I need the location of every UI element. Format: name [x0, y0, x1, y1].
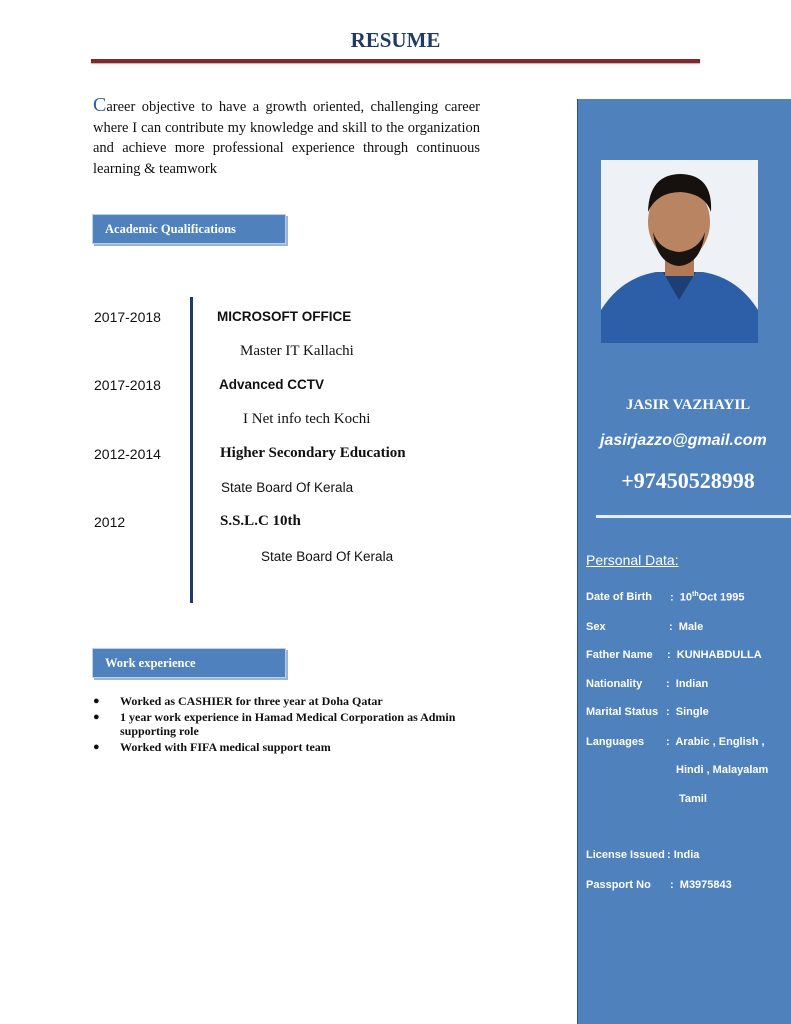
academic-year: 2017-2018	[94, 377, 161, 393]
profile-name: JASIR VAZHAYIL	[625, 397, 751, 413]
dob-suffix: th	[692, 591, 699, 598]
sex-value: : Male	[669, 621, 704, 633]
nationality-value: : Indian	[666, 678, 709, 690]
sidebar-divider	[596, 515, 791, 518]
academic-year: 2012-2014	[94, 446, 161, 462]
personal-data-heading: Personal Data:	[586, 552, 679, 568]
list-item: ● 1 year work experience in Hamad Medical Corporation as Admin supporting role	[93, 710, 493, 738]
list-item: ● Worked with FIFA medical support team	[93, 740, 493, 754]
academic-course: S.S.L.C 10th	[220, 513, 301, 529]
list-item: ● Worked as CASHIER for three year at Doha Qatar	[93, 694, 493, 708]
marital-status-text: Single	[675, 706, 709, 718]
work-experience-heading: Work experience	[92, 648, 286, 678]
marital-status-value: : Single	[666, 706, 709, 718]
objective-drop-cap: C	[93, 94, 107, 116]
academic-year: 2012	[94, 514, 126, 530]
passport-label: Passport No	[586, 879, 651, 891]
profile-email: jasirjazzo@gmail.com	[600, 432, 767, 449]
sex-label: Sex	[586, 621, 606, 633]
father-name-value: : KUNHABDULLA	[667, 649, 762, 661]
academic-course: MICROSOFT OFFICE	[217, 309, 352, 324]
academic-year: 2017-2018	[94, 309, 161, 325]
father-name-text: KUNHABDULLA	[676, 649, 762, 661]
academic-institution: I Net info tech Kochi	[243, 411, 371, 427]
nationality-text: Indian	[675, 678, 709, 690]
objective-text: areer objective to have a growth oriented, challenging career where I can contribute my knowledge and skill to the organization and achieve more professional experience through continuous learning & teamwork	[93, 99, 480, 177]
sex-text: Male	[678, 621, 704, 633]
nationality-label: Nationality	[586, 678, 643, 690]
marital-status-label: Marital Status	[586, 706, 659, 718]
profile-phone: +97450528998	[621, 468, 755, 493]
license-label: License Issued	[586, 849, 665, 861]
profile-photo	[601, 160, 758, 343]
work-experience-list	[93, 694, 493, 756]
timeline-bar	[190, 297, 193, 603]
academic-institution: Master IT Kallachi	[240, 343, 354, 359]
academic-institution: State Board Of Kerala	[261, 549, 394, 564]
title-divider	[91, 59, 700, 63]
dob-label: Date of Birth	[586, 591, 652, 603]
languages-value: : Arabic , English ,	[666, 736, 765, 748]
academic-course: Advanced CCTV	[219, 377, 325, 392]
portrait-icon	[601, 160, 758, 343]
license-value: : India	[667, 849, 700, 861]
languages-line-3: Tamil	[679, 793, 707, 805]
academic-course: Higher Secondary Education	[220, 445, 406, 461]
passport-text: M3975843	[679, 879, 732, 891]
passport-value: : M3975843	[670, 879, 732, 891]
resume-title: RESUME	[350, 28, 441, 52]
dob-rest: Oct 1995	[698, 591, 745, 604]
profile-sidebar	[577, 99, 791, 1024]
career-objective	[93, 95, 480, 179]
languages-line-1: Arabic , English ,	[675, 736, 765, 748]
academic-institution: State Board Of Kerala	[221, 480, 354, 495]
father-name-label: Father Name	[586, 649, 653, 661]
languages-line-2: Hindi , Malayalam	[676, 764, 769, 776]
license-text: India	[673, 849, 700, 861]
dob-day: 10	[679, 591, 693, 604]
languages-label: Languages	[586, 736, 645, 748]
dob-value: : 10thOct 1995	[670, 591, 745, 604]
academic-qualifications-heading: Academic Qualifications	[92, 214, 286, 244]
